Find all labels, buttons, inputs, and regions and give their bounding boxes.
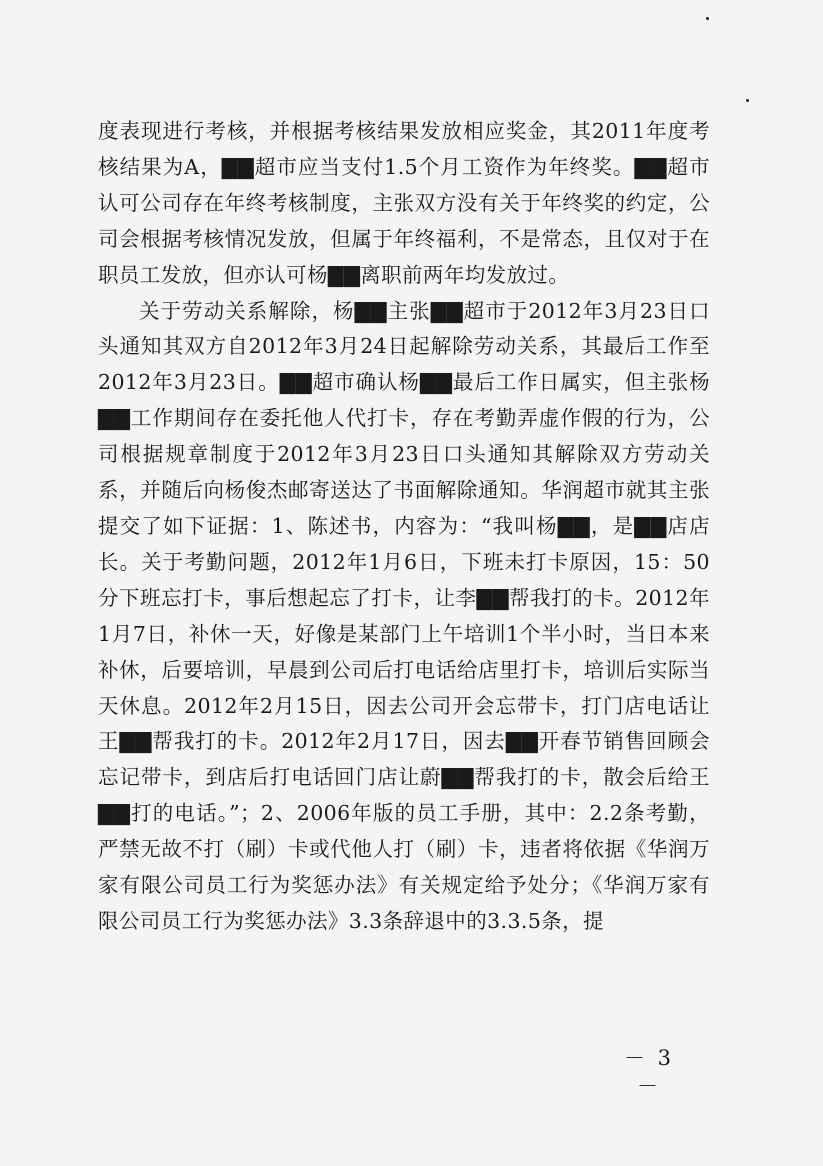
paragraph-labor-relation-termination: 关于劳动关系解除，杨▇▇主张▇▇超市于2012年3月23日口头通知其双方自2012年3月24日起解除劳动关系，其最后工作至2012年3月23日。▇▇超市确认杨▇▇最后工作日属实，但主张杨▇▇工作期间存在委托他人代打卡，存在考勤弄虚作假的行为，公司根据规章制度于2012年3月23日口头通知其解除双方劳动关系，并随后向杨俊杰邮寄送达了书面解除通知。华润超市就其主张提交了如下证据：1、陈述书，内容为：“我叫杨▇▇，是▇▇店店长。关于考勤问题，2012年1月6日，下班未打卡原因，15：50分下班忘打卡，事后想起忘了打卡，让李▇▇帮我打的卡。2012年1月7日，补休一天，好像是某部门上午培训1个半小时，当日本来补休，后要培训，早晨到公司后打电话给店里打卡，培训后实际当天休息。2012年2月15日，因去公司开会忘带卡，打门店电话让王▇▇帮我打的卡。2012年2月17日，因去▇▇开春节销售回顾会忘记带卡，到店后打电话回门店让蔚▇▇帮我打的卡，散会后给王▇▇打的电话。”；2、2006年版的员工手册，其中：2.2条考勤，严禁无故不打（刷）卡或代他人打（刷）卡，违者将依据《华润万家有限公司员工行为奖惩办法》有关规定给予处分；《华润万家有限公司员工行为奖惩办法》3.3条辞退中的3.3.5条，提 <box>98 298 710 933</box>
paragraph-year-end-bonus: 度表现进行考核，并根据考核结果发放相应奖金，其2011年度考核结果为A，▇▇超市应当支付1.5个月工资作为年终奖。▇▇超市认可公司存在年终考核制度，主张双方没有关于年终奖的约定，公司会根据考核情况发放，但属于年终福利，不是常态，且仅对于在职员工发放，但亦认可杨▇▇离职前两年均发放过。 <box>98 119 710 287</box>
document-body <box>98 114 710 940</box>
scan-speck-mark <box>746 99 749 102</box>
scan-speck-mark <box>706 17 709 20</box>
page-number: － 3 － <box>623 1046 675 1098</box>
